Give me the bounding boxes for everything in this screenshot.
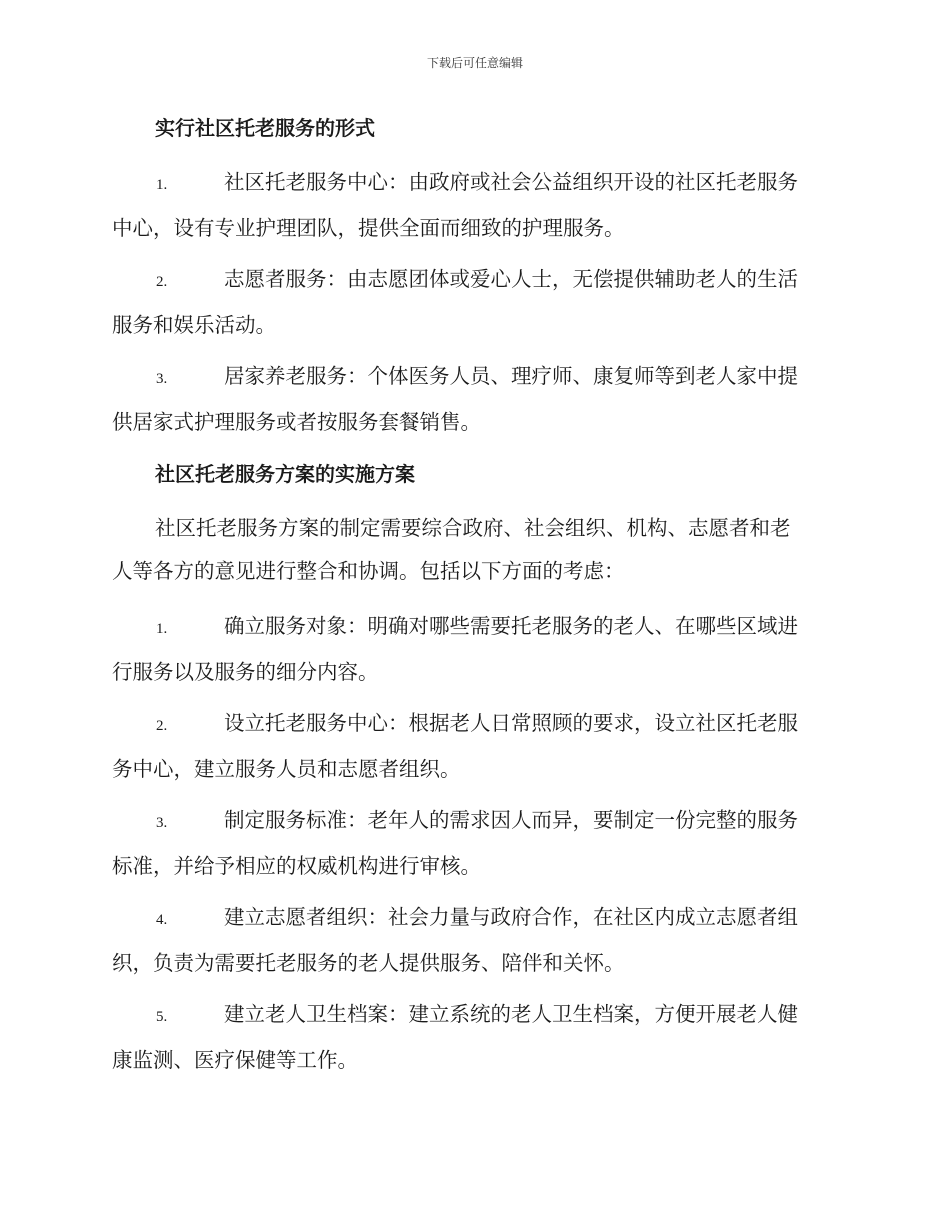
list-item-text-cont: 织，负责为需要托老服务的老人提供服务、陪伴和关怀。 xyxy=(112,951,625,975)
intro-paragraph xyxy=(112,507,836,593)
list-item-text: 居家养老服务：个体医务人员、理疗师、康复师等到老人家中提 xyxy=(224,364,798,388)
list-item xyxy=(112,258,836,347)
page-header: 下载后可任意编辑 xyxy=(426,56,523,70)
list-item-text: 志愿者服务：由志愿团体或爱心人士，无偿提供辅助老人的生活 xyxy=(224,267,798,291)
list-item-text: 建立老人卫生档案：建立系统的老人卫生档案，方便开展老人健 xyxy=(224,1002,798,1026)
list-number: 1. xyxy=(156,177,168,193)
list-item xyxy=(112,702,836,791)
list-number: 1. xyxy=(156,621,168,637)
section-heading-implementation: 社区托老服务方案的实施方案 xyxy=(155,462,415,486)
section-heading-forms: 实行社区托老服务的形式 xyxy=(155,116,375,140)
list-item xyxy=(112,605,836,694)
list-number: 3. xyxy=(156,815,168,831)
list-number: 5. xyxy=(156,1009,168,1025)
list-item-text: 社区托老服务中心：由政府或社会公益组织开设的社区托老服务 xyxy=(224,170,798,194)
list-item-text-cont: 康监测、医疗保健等工作。 xyxy=(112,1048,358,1072)
list-item-text: 确立服务对象：明确对哪些需要托老服务的老人、在哪些区域进 xyxy=(224,614,798,638)
list-item xyxy=(112,993,836,1082)
list-item-text-cont: 供居家式护理服务或者按服务套餐销售。 xyxy=(112,410,481,434)
list-number: 3. xyxy=(156,371,168,387)
list-number: 2. xyxy=(156,274,168,290)
list-item-text-cont: 中心，设有专业护理团队，提供全面而细致的护理服务。 xyxy=(112,216,625,240)
list-item-text-cont: 务中心，建立服务人员和志愿者组织。 xyxy=(112,757,461,781)
list-item-text-cont: 行服务以及服务的细分内容。 xyxy=(112,660,379,684)
list-item xyxy=(112,355,836,444)
list-item xyxy=(112,799,836,888)
intro-text: 社区托老服务方案的制定需要综合政府、社会组织、机构、志愿者和老 xyxy=(155,516,791,540)
list-item-text: 制定服务标准：老年人的需求因人而异，要制定一份完整的服务 xyxy=(224,808,798,832)
list-item xyxy=(112,161,836,250)
list-item-text: 建立志愿者组织：社会力量与政府合作，在社区内成立志愿者组 xyxy=(224,905,798,929)
list-item xyxy=(112,896,836,985)
list-item-text-cont: 服务和娱乐活动。 xyxy=(112,313,276,337)
list-number: 2. xyxy=(156,718,168,734)
list-item-text: 设立托老服务中心：根据老人日常照顾的要求，设立社区托老服 xyxy=(224,711,798,735)
list-number: 4. xyxy=(156,912,168,928)
intro-text-cont: 人等各方的意见进行整合和协调。包括以下方面的考虑： xyxy=(112,559,625,583)
list-item-text-cont: 标准，并给予相应的权威机构进行审核。 xyxy=(112,854,481,878)
